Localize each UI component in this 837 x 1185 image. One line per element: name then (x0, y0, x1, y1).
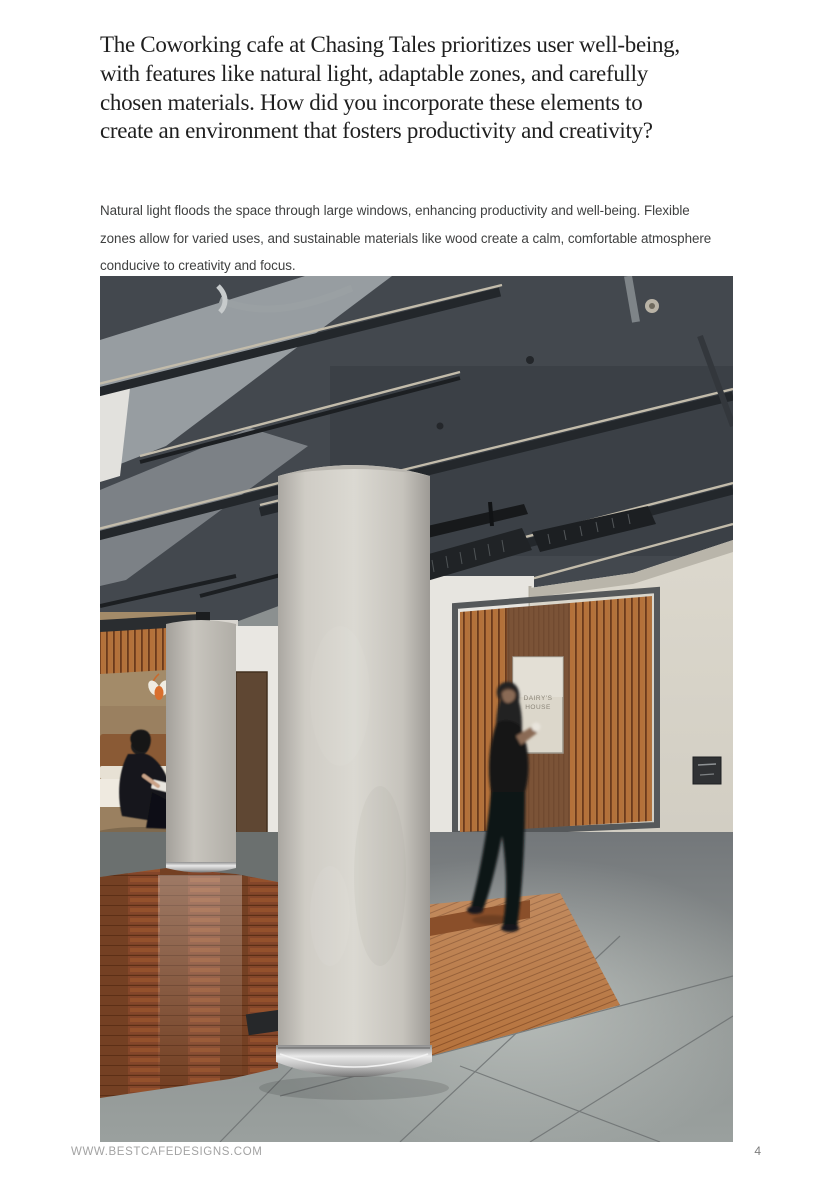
window-sign-line2: HOUSE (525, 704, 551, 711)
wall-signage-plate (693, 757, 721, 784)
question-line: The Coworking cafe at Chasing Tales prioritizes user well-being, (100, 32, 680, 57)
central-concrete-column (259, 465, 449, 1100)
question-line: chosen materials. How did you incorporate these elements to (100, 89, 643, 115)
cafe-interior-photo (100, 276, 733, 1142)
timber-feature-wall (455, 590, 657, 834)
back-door (236, 672, 267, 848)
question-line: with features like natural light, adaptable zones, and carefully (100, 60, 648, 86)
answer-line: zones allow for varied uses, and sustainable materials like wood create a calm, comfortable atmosphere (100, 230, 712, 246)
cup (532, 723, 541, 732)
question-line: create an environment that fosters productivity and creativity? (100, 118, 653, 144)
interview-question (100, 31, 780, 146)
window-sign-line1: DAIRY'S (523, 695, 553, 702)
page-footer (71, 1144, 761, 1158)
answer-line: Natural light floods the space through large windows, enhancing productivity and well-being. Flexible (100, 203, 690, 218)
answer-line: conducive to creativity and focus. (100, 258, 296, 274)
website-url: WWW.BESTCAFEDESIGNS.COM (71, 1146, 263, 1158)
page-number: 4 (754, 1144, 761, 1158)
interview-answer (100, 197, 780, 280)
rear-concrete-column (166, 612, 236, 873)
